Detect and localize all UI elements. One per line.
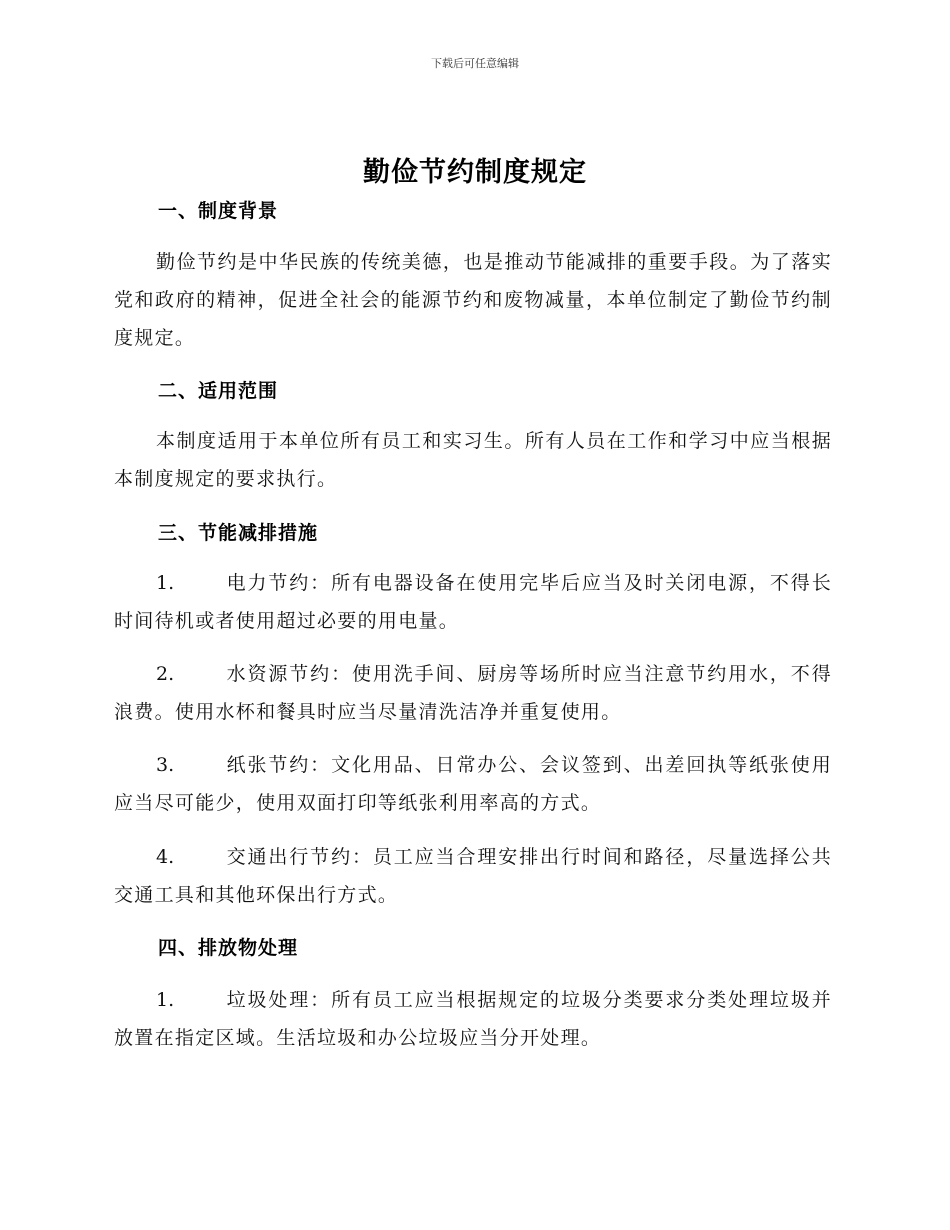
list-item-text: 纸张节约：文化用品、日常办公、会议签到、出差回执等纸张使用应当尽可能少，使用双面打印等纸张利用率高的方式。: [114, 754, 832, 814]
list-item-text: 水资源节约：使用洗手间、厨房等场所时应当注意节约用水，不得浪费。使用水杯和餐具时应当尽量清洗洁净并重复使用。: [114, 663, 832, 723]
list-item-number: 2.: [156, 663, 175, 685]
list-item: [114, 564, 832, 640]
list-item-text: 电力节约：所有电器设备在使用完毕后应当及时关闭电源，不得长时间待机或者使用超过必要的用电量。: [114, 572, 832, 632]
list-item-number: 1.: [156, 989, 175, 1011]
section-heading-scope: 二、适用范围: [158, 380, 279, 402]
list-item-number: 3.: [156, 754, 175, 776]
list-item: [114, 655, 832, 731]
list-item: [114, 838, 832, 914]
section-heading-background: 一、制度背景: [158, 200, 279, 222]
list-item-text: 垃圾处理：所有员工应当根据规定的垃圾分类要求分类处理垃圾并放置在指定区域。生活垃圾和办公垃圾应当分开处理。: [114, 989, 832, 1049]
section-paragraph-background: 勤俭节约是中华民族的传统美德，也是推动节能减排的重要手段。为了落实党和政府的精神，促进全社会的能源节约和废物减量，本单位制定了勤俭节约制度规定。: [114, 251, 832, 349]
section-heading-disposal: 四、排放物处理: [158, 937, 299, 959]
list-item: [114, 746, 832, 822]
list-item: [114, 981, 832, 1057]
list-item-number: 4.: [156, 846, 175, 868]
section-paragraph-scope: 本制度适用于本单位所有员工和实习生。所有人员在工作和学习中应当根据本制度规定的要求执行。: [114, 430, 832, 490]
list-item-text: 交通出行节约：员工应当合理安排出行时间和路径，尽量选择公共交通工具和其他环保出行方式。: [114, 846, 832, 906]
header-note: 下载后可任意编辑: [431, 57, 519, 70]
section-heading-measures: 三、节能减排措施: [158, 522, 319, 544]
page-title: 勤俭节约制度规定: [363, 157, 587, 188]
list-item-number: 1.: [156, 572, 175, 594]
